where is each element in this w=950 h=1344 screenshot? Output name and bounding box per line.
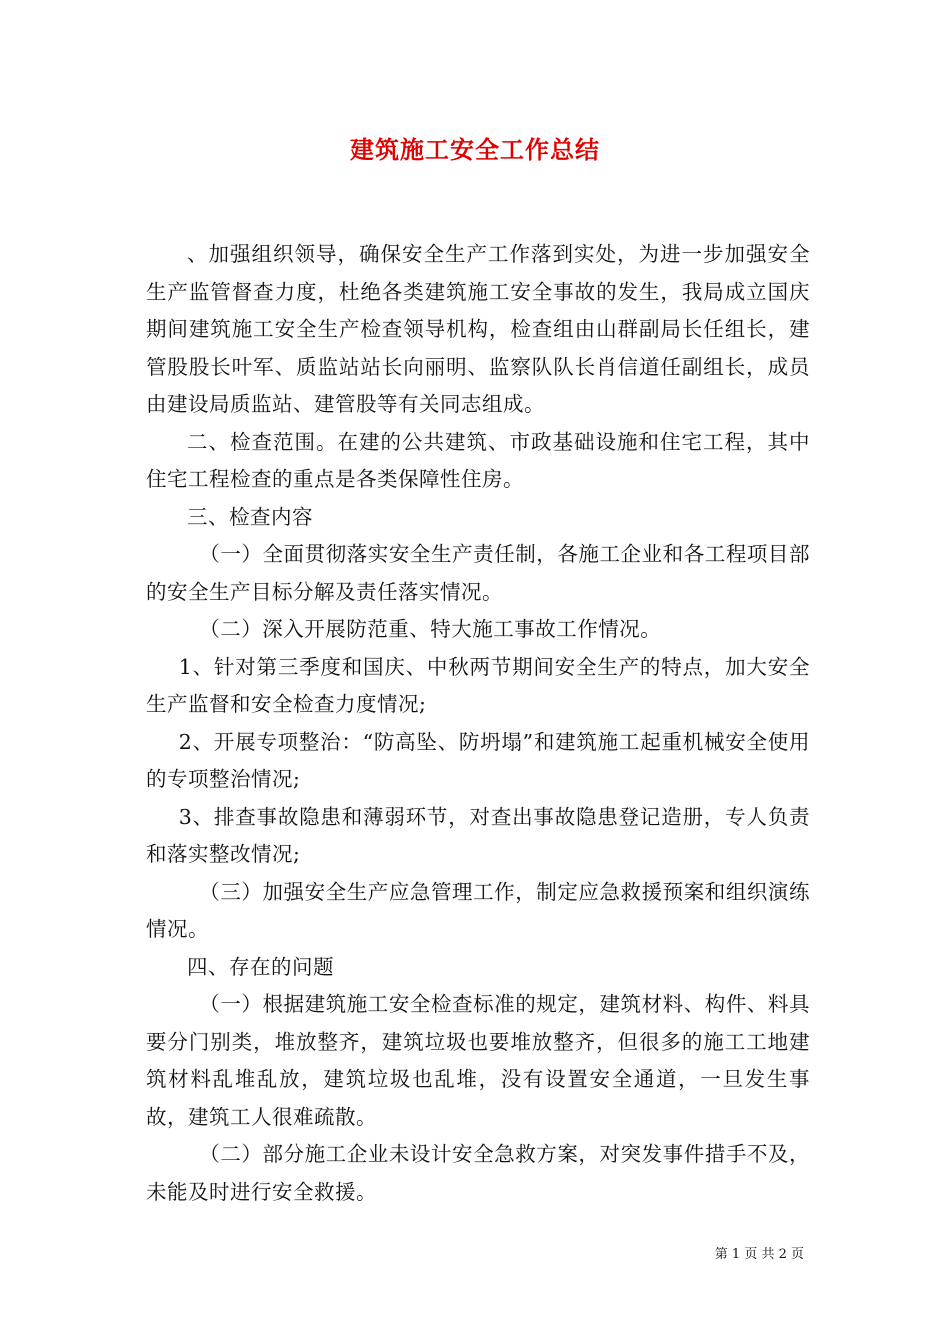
paragraph-scope: 二、检查范围。在建的公共建筑、市政基础设施和住宅工程，其中住宅工程检查的重点是各类保障性住房。 <box>146 429 810 491</box>
paragraph-organization: 、加强组织领导，确保安全生产工作落到实处，为进一步加强安全生产监管督查力度，杜绝各类建筑施工安全事故的发生，我局成立国庆期间建筑施工安全生产检查领导机构，检查组由山群副局长任组长，建管股股长叶军、质监站站长向丽明、监察队队长肖信道任副组长，成员由建设局质监站、建管股等有关同志组成。 <box>146 242 810 416</box>
document-body <box>146 236 810 1211</box>
paragraph-content-item-2: （二）深入开展防范重、特大施工事故工作情况。 <box>199 617 662 641</box>
document-title: 建筑施工安全工作总结 <box>350 135 600 164</box>
paragraph-problem-2: （二）部分施工企业未设计安全急救方案，对突发事件措手不及，未能及时进行安全救援。 <box>146 1142 810 1204</box>
page-indicator: 第 1 页 共 2 页 <box>714 1247 804 1262</box>
paragraph-subitem-2: 2、开展专项整治：“防高坠、防坍塌”和建筑施工起重机械安全使用的专项整治情况; <box>146 729 810 791</box>
paragraph-content-heading: 三、检查内容 <box>187 504 313 529</box>
paragraph-content-item-3: （三）加强安全生产应急管理工作，制定应急救援预案和组织演练情况。 <box>146 879 810 941</box>
paragraph-subitem-1: 1、针对第三季度和国庆、中秋两节期间安全生产的特点，加大安全生产监督和安全检查力度情况; <box>146 654 810 716</box>
paragraph-content-item-1: （一）全面贯彻落实安全生产责任制，各施工企业和各工程项目部的安全生产目标分解及责任落实情况。 <box>146 542 810 604</box>
paragraph-subitem-3: 3、排查事故隐患和薄弱环节，对查出事故隐患登记造册，专人负责和落实整改情况; <box>146 804 810 866</box>
paragraph-problem-1: （一）根据建筑施工安全检查标准的规定，建筑材料、构件、料具要分门别类，堆放整齐，建筑垃圾也要堆放整齐，但很多的施工工地建筑材料乱堆乱放，建筑垃圾也乱堆，没有设置安全通道，一旦发生事故，建筑工人很难疏散。 <box>146 992 810 1129</box>
paragraph-problems-heading: 四、存在的问题 <box>187 954 334 979</box>
